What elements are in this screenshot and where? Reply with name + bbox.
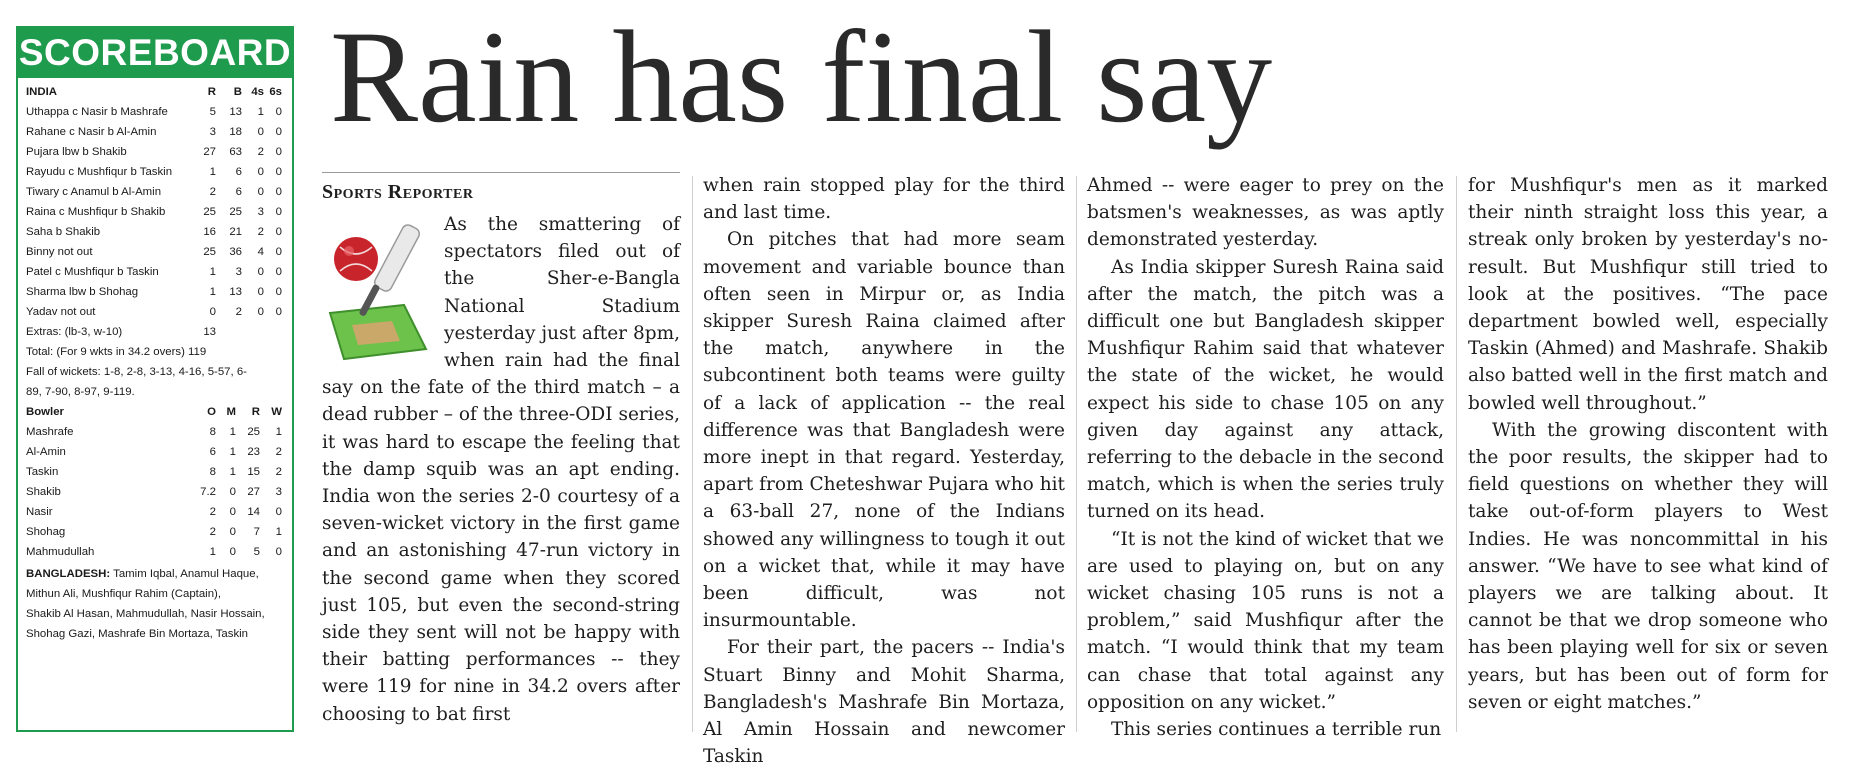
stat-value: 1 <box>229 426 236 438</box>
bowling-row <box>26 502 286 522</box>
batting-row <box>26 182 286 202</box>
player-name: Shohag <box>26 526 66 538</box>
stat-value: 0 <box>257 126 264 138</box>
stat-value: 2 <box>209 506 216 518</box>
batting-row <box>26 262 286 282</box>
batting-row <box>26 222 286 242</box>
extras-row <box>26 322 286 342</box>
stat-value: 3 <box>235 266 242 278</box>
bangladesh-lineup-line: Tamim Iqbal, Anamul Haque, <box>113 568 259 580</box>
paragraph: With the growing discontent with the poor results, the skipper had to field questions on whether they will take out-of-form players to West Indies. He was noncommittal in his answer. “We have to see what kind of players we are talking about. It cannot be that we drop someone who has been playing well for six or seven years, but has been out of form for seven or eight matches.” <box>1468 419 1828 713</box>
article-column-1 <box>322 172 680 728</box>
stat-value: 7 <box>253 526 260 538</box>
stat-value: 0 <box>229 506 236 518</box>
stat-value: 0 <box>275 286 282 298</box>
stat-value: 0 <box>275 206 282 218</box>
stat-value: 0 <box>275 106 282 118</box>
headline: Rain has final say <box>330 3 1273 150</box>
batting-header-fours: 4s <box>251 86 264 98</box>
stat-value: 1 <box>275 526 282 538</box>
paragraph: On pitches that had more seam movement and variable bounce than often seen in Mirpur or, as India skipper Suresh Raina claimed after the match, anywhere in the subcontinent both teams were guilty of a lack of application -- the real difference was that Bangladesh were more inept in that regard. Yesterday, apart from Cheteshwar Pujara who hit a 63-ball 27, none of the Indians showed any willingness to tough it out on a wicket that, while it may have been difficult, was not insurmountable. <box>703 229 1065 632</box>
stat-value: 0 <box>257 266 264 278</box>
batting-header-sixes: 6s <box>269 86 282 98</box>
stat-value: 3 <box>209 126 216 138</box>
paragraph: As India skipper Suresh Raina said after the match, the pitch was a difficult one but Bangladesh skipper Mushfiqur Rahim said that whatever the state of the wicket, he would expect his side to chase 105 on any given day against any attack, referring to the debacle in the second match, which is when the series truly turned on its head. <box>1087 256 1444 523</box>
stat-value: 27 <box>247 486 260 498</box>
stat-value: 2 <box>275 466 282 478</box>
stat-value: 5 <box>209 106 216 118</box>
article-column-2 <box>703 172 1065 770</box>
stat-value: 1 <box>229 466 236 478</box>
bangladesh-label: BANGLADESH: <box>26 568 111 580</box>
stat-value: 21 <box>229 226 242 238</box>
article-column-4 <box>1468 172 1828 716</box>
stat-value: 0 <box>257 166 264 178</box>
extras-label: Extras: (lb-3, w-10) <box>26 326 123 338</box>
stat-value: 27 <box>203 146 216 158</box>
stat-value: 2 <box>209 526 216 538</box>
stat-value: 15 <box>247 466 260 478</box>
player-name: Saha b Shakib <box>26 226 101 238</box>
bowling-row <box>26 442 286 462</box>
batting-row <box>26 282 286 302</box>
batting-header-team: INDIA <box>26 86 58 98</box>
byline: Sports Reporter <box>322 172 680 207</box>
stat-value: 0 <box>275 246 282 258</box>
stat-value: 2 <box>257 226 264 238</box>
stat-value: 1 <box>275 426 282 438</box>
stat-value: 4 <box>257 246 264 258</box>
stat-value: 6 <box>235 166 242 178</box>
bowling-header-runs: R <box>251 406 260 418</box>
stat-value: 0 <box>229 546 236 558</box>
batting-header-balls: B <box>233 86 242 98</box>
stat-value: 2 <box>235 306 242 318</box>
stat-value: 25 <box>203 206 216 218</box>
player-name: Shakib <box>26 486 61 498</box>
stat-value: 7.2 <box>200 486 216 498</box>
stat-value: 3 <box>257 206 264 218</box>
stat-value: 63 <box>229 146 242 158</box>
stat-value: 0 <box>275 226 282 238</box>
stat-value: 2 <box>275 446 282 458</box>
stat-value: 13 <box>229 286 242 298</box>
stat-value: 0 <box>275 166 282 178</box>
player-name: Pujara lbw b Shakib <box>26 146 127 158</box>
player-name: Uthappa c Nasir b Mashrafe <box>26 106 168 118</box>
total-line: Total: (For 9 wkts in 34.2 overs) 119 <box>26 346 207 358</box>
batting-row <box>26 302 286 322</box>
fall-of-wickets-2: 89, 7-90, 8-97, 9-119. <box>26 386 135 398</box>
stat-value: 25 <box>247 426 260 438</box>
stat-value: 0 <box>275 506 282 518</box>
stat-value: 1 <box>209 166 216 178</box>
stat-value: 0 <box>257 186 264 198</box>
scoreboard-title: SCOREBOARD <box>18 28 292 78</box>
bowling-row <box>26 422 286 442</box>
paragraph: for Mushfiqur's men as it marked their ninth straight loss this year, a streak only broken by yesterday's no-result. But Mushfiqur still tried to look at the positives. “The pace department bowled well, especially Taskin (Ahmed) and Mashrafe. Shakib also batted well in the first match and bowled well throughout.” <box>1468 175 1828 414</box>
paragraph: Ahmed -- were eager to prey on the batsmen's weaknesses, as was aptly demonstrated yesterday. <box>1087 175 1444 251</box>
scoreboard-body <box>18 78 292 644</box>
stat-value: 1 <box>209 286 216 298</box>
bangladesh-lineup-line: Mithun Ali, Mushfiqur Rahim (Captain), <box>26 588 221 600</box>
bowling-header-overs: O <box>207 406 216 418</box>
stat-value: 0 <box>257 306 264 318</box>
player-name: Al-Amin <box>26 446 66 458</box>
stat-value: 0 <box>275 126 282 138</box>
stat-value: 1 <box>229 446 236 458</box>
player-name: Rahane c Nasir b Al-Amin <box>26 126 157 138</box>
stat-value: 5 <box>253 546 260 558</box>
batting-row <box>26 242 286 262</box>
stat-value: 1 <box>209 546 216 558</box>
bangladesh-lineup-line: Shakib Al Hasan, Mahmudullah, Nasir Hossain, <box>26 608 265 620</box>
stat-value: 8 <box>209 426 216 438</box>
stat-value: 0 <box>275 146 282 158</box>
player-name: Raina c Mushfiqur b Shakib <box>26 206 166 218</box>
stat-value: 0 <box>257 286 264 298</box>
stat-value: 23 <box>247 446 260 458</box>
article-column-3 <box>1087 172 1444 743</box>
bowling-table <box>26 422 286 562</box>
player-name: Taskin <box>26 466 59 478</box>
bangladesh-lineup <box>26 564 286 644</box>
paragraph: “It is not the kind of wicket that we are used to playing on, but on any wicket chasing 105 runs is not a problem,” said Mushfiqur after the match. “I would think that my team can chase that total against any opposition on any wicket.” <box>1087 528 1444 713</box>
fall-of-wickets-1: Fall of wickets: 1-8, 2-8, 3-13, 4-16, 5-57, 6- <box>26 366 247 378</box>
bowling-row <box>26 462 286 482</box>
extras-value: 13 <box>203 326 216 338</box>
stat-value: 8 <box>209 466 216 478</box>
stat-value: 0 <box>275 266 282 278</box>
bowling-header-bowler: Bowler <box>26 406 64 418</box>
batting-header <box>26 82 286 102</box>
stat-value: 0 <box>275 186 282 198</box>
bangladesh-lineup-line: Shohag Gazi, Mashrafe Bin Mortaza, Taskin <box>26 628 249 640</box>
cricket-icon <box>322 217 434 367</box>
stat-value: 6 <box>209 446 216 458</box>
stat-value: 1 <box>209 266 216 278</box>
bowling-header <box>26 402 286 422</box>
paragraph: when rain stopped play for the third and last time. <box>703 175 1065 224</box>
stat-value: 0 <box>275 306 282 318</box>
column-divider <box>692 176 693 732</box>
stat-value: 0 <box>275 546 282 558</box>
stat-value: 36 <box>229 246 242 258</box>
stat-value: 6 <box>235 186 242 198</box>
stat-value: 18 <box>229 126 242 138</box>
player-name: Mahmudullah <box>26 546 95 558</box>
paragraph: As the smattering of spectators filed out of the Sher-e-Bangla National Stadium yesterday just after 8pm, when rain had the final say on the fate of the third match – a dead rubber – of the three-ODI series, it was hard to escape the feeling that the damp squib was an apt ending. India won the series 2-0 courtesy of a seven-wicket victory in the first game and an astonishing 47-run victory in the second game when they scored just 105, but even the second-string side they sent will not be happy with their batting performances -- they were 119 for nine in 34.2 overs after choosing to bat first <box>322 214 680 725</box>
column-divider <box>1456 176 1457 732</box>
stat-value: 13 <box>229 106 242 118</box>
player-name: Patel c Mushfiqur b Taskin <box>26 266 159 278</box>
player-name: Mashrafe <box>26 426 74 438</box>
batting-header-runs: R <box>207 86 216 98</box>
batting-table <box>26 102 286 322</box>
stat-value: 0 <box>209 306 216 318</box>
stat-value: 0 <box>229 486 236 498</box>
bowling-row <box>26 482 286 502</box>
paragraph: For their part, the pacers -- India's Stuart Binny and Mohit Sharma, Bangladesh's Mashrafe Bin Mortaza, Al Amin Hossain and newcomer Taskin <box>703 637 1065 768</box>
bowling-header-maidens: M <box>226 406 236 418</box>
paragraph: This series continues a terrible run <box>1111 719 1442 741</box>
player-name: Binny not out <box>26 246 93 258</box>
batting-row <box>26 142 286 162</box>
stat-value: 2 <box>257 146 264 158</box>
bowling-row <box>26 542 286 562</box>
player-name: Nasir <box>26 506 53 518</box>
batting-row <box>26 102 286 122</box>
player-name: Tiwary c Anamul b Al-Amin <box>26 186 162 198</box>
batting-row <box>26 122 286 142</box>
scoreboard <box>16 26 294 732</box>
stat-value: 16 <box>203 226 216 238</box>
bowling-row <box>26 522 286 542</box>
bowling-header-wickets: W <box>271 406 282 418</box>
player-name: Sharma lbw b Shohag <box>26 286 139 298</box>
batting-row <box>26 162 286 182</box>
stat-value: 1 <box>257 106 264 118</box>
stat-value: 14 <box>247 506 260 518</box>
batting-row <box>26 202 286 222</box>
stat-value: 3 <box>275 486 282 498</box>
player-name: Rayudu c Mushfiqur b Taskin <box>26 166 173 178</box>
column-divider <box>1076 176 1077 732</box>
stat-value: 2 <box>209 186 216 198</box>
stat-value: 25 <box>203 246 216 258</box>
stat-value: 25 <box>229 206 242 218</box>
player-name: Yadav not out <box>26 306 96 318</box>
stat-value: 0 <box>229 526 236 538</box>
